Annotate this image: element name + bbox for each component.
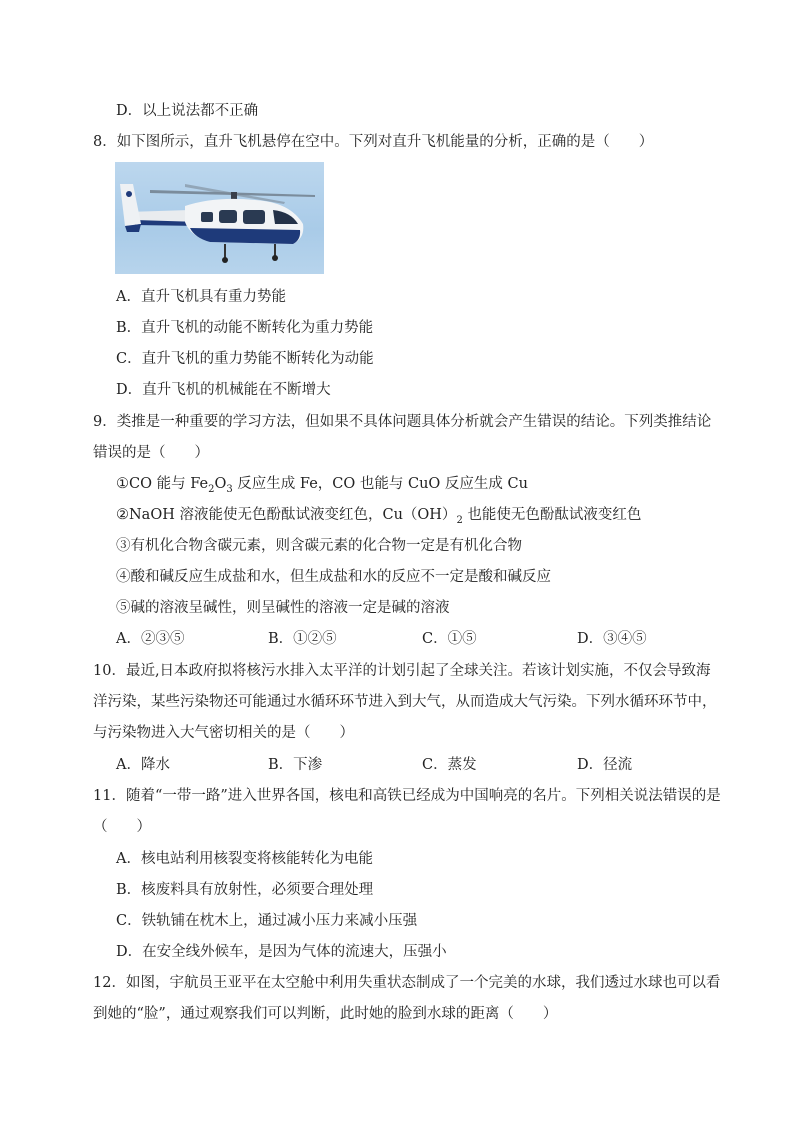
q10-option-c: C．蒸发 (422, 757, 477, 773)
q10-option-b: B．下渗 (268, 757, 323, 773)
q9-statement-2: ②NaOH 溶液能使无色酚酞试液变红色，$Cu(OH)_2$ 也能使无色酚酞试液变红色 (116, 507, 642, 526)
q10-option-a: A．降水 (116, 757, 170, 773)
q9-stem-line1: 9．类推是一种重要的学习方法，但如果不具体问题具体分析就会产生错误的结论。下列类推结论 (93, 414, 712, 430)
q11-option-c: C．铁轨铺在枕木上，通过减小压力来减小压强 (116, 913, 418, 929)
q10-option-d: D．径流 (577, 757, 633, 773)
q12-line2: 到她的“脸”，通过观察我们可以判断，此时她的脸到水球的距离（ ） (93, 1006, 558, 1022)
q9-option-c: C．①⑤ (422, 631, 477, 647)
q9-statement-5: ⑤碱的溶液呈碱性，则呈碱性的溶液一定是碱的溶液 (116, 600, 450, 616)
q8-option-b: B．直升飞机的动能不断转化为重力势能 (116, 320, 374, 336)
q9-statement-1: ①CO 能与 $Fe_2O_3$ 反应生成 Fe，CO 也能与 CuO 反应生成 Cu (116, 476, 528, 495)
q7-option-d: D．以上说法都不正确 (116, 103, 259, 119)
helicopter-image (115, 162, 324, 274)
q9-option-d: D．③④⑤ (577, 631, 647, 647)
q11-option-b: B．核废料具有放射性，必须要合理处理 (116, 882, 374, 898)
q9-statement-3: ③有机化合物含碳元素，则含碳元素的化合物一定是有机化合物 (116, 538, 522, 554)
q8-option-d: D．直升飞机的机械能在不断增大 (116, 382, 331, 398)
q9-stem-line2: 错误的是（ ） (93, 445, 209, 461)
q8-option-a: A．直升飞机具有重力势能 (116, 289, 286, 305)
q9-statement-4: ④酸和碱反应生成盐和水，但生成盐和水的反应不一定是酸和碱反应 (116, 569, 551, 585)
q11-line2: （ ） (93, 819, 151, 835)
q11-line1: 11．随着“一带一路”进入世界各国，核电和高铁已经成为中国响亮的名片。下列相关说法错误的是 (93, 788, 721, 804)
q11-option-a: A．核电站利用核裂变将核能转化为电能 (116, 851, 373, 867)
q8-stem: 8．如下图所示，直升飞机悬停在空中。下列对直升飞机能量的分析，正确的是（ ） (93, 134, 654, 150)
q10-line2: 洋污染，某些污染物还可能通过水循环环节进入到大气，从而造成大气污染。下列水循环环节中， (93, 694, 717, 710)
q9-option-b: B．①②⑤ (268, 631, 337, 647)
q12-line1: 12．如图，宇航员王亚平在太空舱中利用失重状态制成了一个完美的水球，我们透过水球也可以看 (93, 975, 721, 991)
q11-option-d: D．在安全线外候车，是因为气体的流速大，压强小 (116, 944, 447, 960)
q10-line1: 10．最近,日本政府拟将核污水排入太平洋的计划引起了全球关注。若该计划实施，不仅会导致海 (93, 663, 711, 679)
q8-option-c: C．直升飞机的重力势能不断转化为动能 (116, 351, 374, 367)
q9-option-a: A．②③⑤ (116, 631, 185, 647)
q10-line3: 与污染物进入大气密切相关的是（ ） (93, 725, 354, 741)
